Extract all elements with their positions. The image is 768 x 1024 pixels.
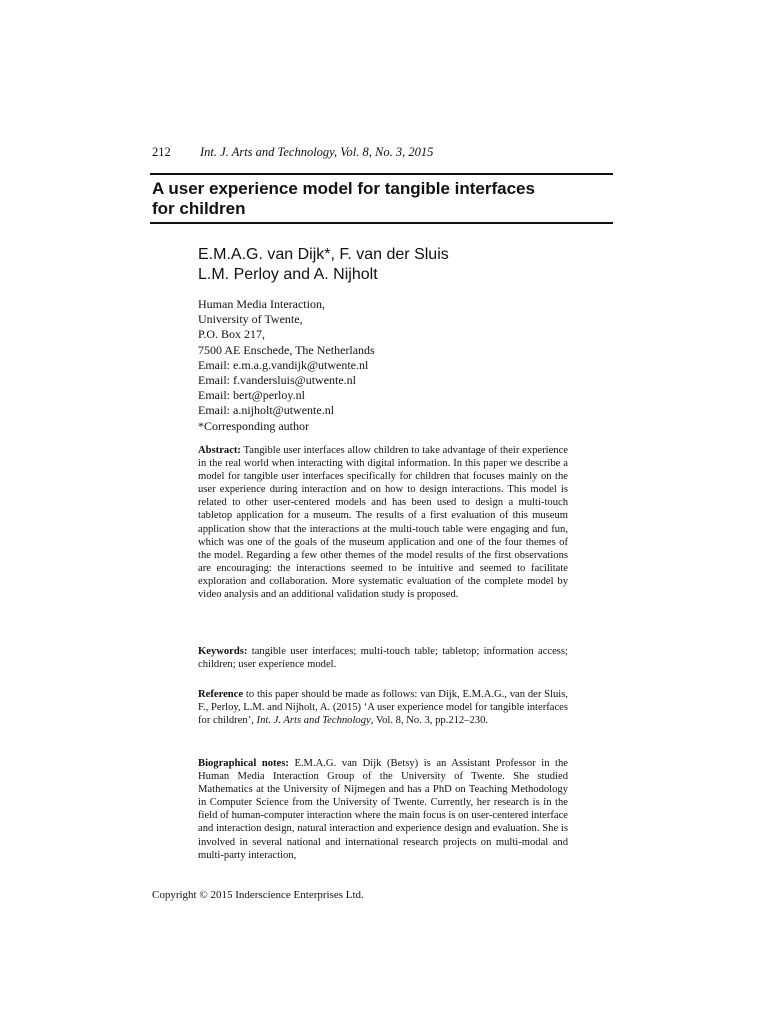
biographical-notes xyxy=(198,757,568,862)
running-head xyxy=(152,145,433,160)
paper-title-line: for children xyxy=(152,199,246,218)
bio-text: E.M.A.G. van Dijk (Betsy) is an Assistant Professor in the Human Media Interaction Group of the University of Twente. She studied Mathematics at the University of Nijmegen and has a PhD on Teaching Methodology in Computer Science from the University of Twente. Currently, her research is in the field of human-computer interaction where the main focus is on user-centered interface and interaction design, natural interaction and experience design and evaluation. She is involved in several national and international research projects on multi-modal and multi-party interaction, xyxy=(198,758,568,861)
copyright-notice: Copyright © 2015 Inderscience Enterprises Ltd. xyxy=(152,889,364,901)
email-line: Email: e.m.a.g.vandijk@utwente.nl xyxy=(198,357,369,372)
abstract xyxy=(198,444,568,601)
page-number: 212 xyxy=(152,145,171,159)
paper-title xyxy=(152,179,592,219)
title-rule-top xyxy=(150,173,613,175)
reference-journal: Int. J. Arts and Technology xyxy=(256,715,371,727)
email-line: Email: f.vandersluis@utwente.nl xyxy=(198,373,357,388)
author-line: E.M.A.G. van Dijk*, F. van der Sluis xyxy=(198,246,449,263)
keywords xyxy=(198,645,568,671)
affiliation-line: University of Twente, xyxy=(198,312,303,327)
keywords-text: tangible user interfaces; multi-touch table; tabletop; information access; children; user experience model. xyxy=(198,646,568,671)
affiliation-line: 7500 AE Enschede, The Netherlands xyxy=(198,342,375,357)
affiliation xyxy=(198,297,375,434)
keywords-label: Keywords: xyxy=(198,646,248,657)
abstract-label: Abstract: xyxy=(198,445,241,456)
affiliation-line: P.O. Box 217, xyxy=(198,327,266,342)
email-line: Email: bert@perloy.nl xyxy=(198,388,305,403)
reference xyxy=(198,688,568,727)
reference-text-end: , Vol. 8, No. 3, pp.212–230. xyxy=(370,715,489,727)
email-line: Email: a.nijholt@utwente.nl xyxy=(198,403,335,418)
journal-citation: Int. J. Arts and Technology, Vol. 8, No. 3, 2015 xyxy=(200,145,434,159)
author-line: L.M. Perloy and A. Nijholt xyxy=(198,266,378,283)
affiliation-line: Human Media Interaction, xyxy=(198,297,325,311)
reference-label: Reference xyxy=(198,689,244,700)
bio-label: Biographical notes: xyxy=(198,758,289,769)
title-rule-bottom xyxy=(150,222,613,224)
abstract-text: Tangible user interfaces allow children to take advantage of their experience in the real world when interacting with digital information. In this paper we describe a model for tangible user interfaces specifically for children that focuses mainly on the user experience during interaction and on how to design interactions. This model is related to other user-centered models and has been used to design a multi-touch tabletop application for a museum. The results of a first evaluation of this museum application show that the interactions at the multi-touch table were engaging and fun, which was one of the goals of the museum application and one of the four themes of the model. Regarding a few other themes of the model results of the first observations are encouraging: the interactions seemed to be intuitive and seemed to facilitate exploration and collaboration. More systematic evaluation of the complete model by video analysis and an additional validation study is proposed. xyxy=(198,445,568,601)
reference-text: to this paper should be made as follows: van Dijk, E.M.A.G., van der Sluis, F., Perloy, L.M. and Nijholt, A. (2015) ‘A user experience model for tangible interfaces for children’, xyxy=(198,689,569,727)
paper-title-line: A user experience model for tangible interfaces xyxy=(152,179,535,198)
corresponding-author-note: *Corresponding author xyxy=(198,418,309,433)
author-list xyxy=(198,245,449,285)
